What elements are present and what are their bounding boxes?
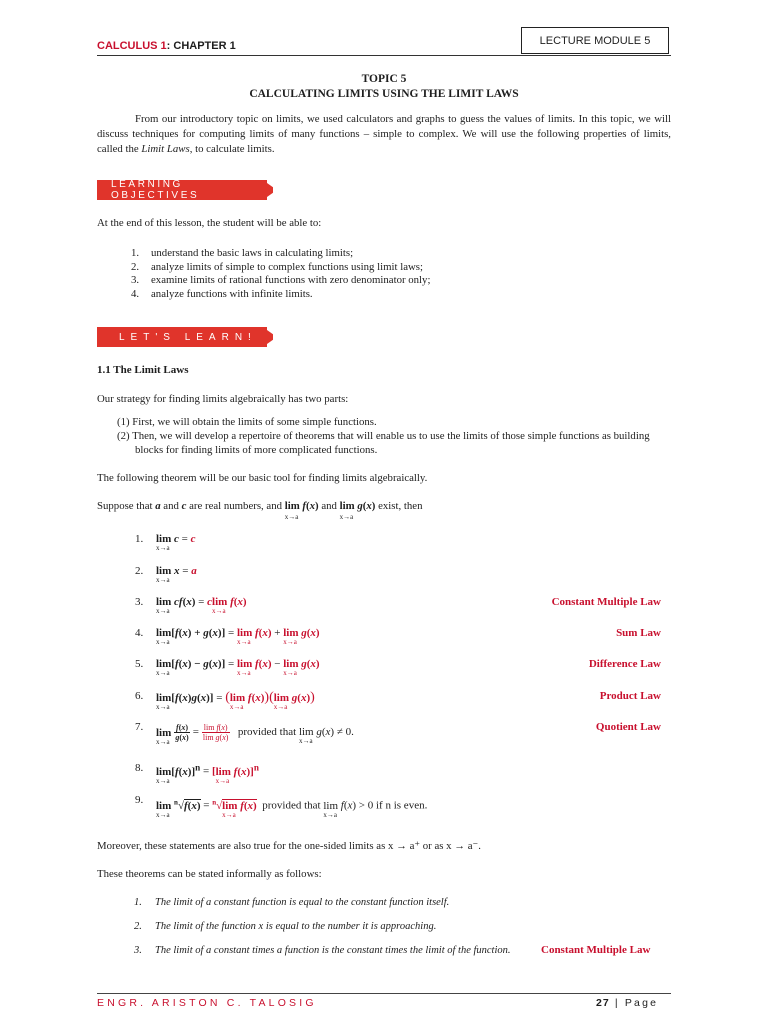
law-row: 8. lim x→a $[f(x)]^n = [\lim$ x→a f(x)]$^n$ <box>135 762 259 785</box>
course-title <box>97 40 236 52</box>
law-row: 7. lim x→a $\frac{f(x)}{g(x)}$ = $\frac{\text{lim f(x)}}{\text{lim g(x)}}$ provided that lim x→a g(x) ≠ 0. Quotient Law <box>135 721 661 746</box>
law-row: 2. lim x→a x = a <box>135 565 197 584</box>
intro-text-1: From our introductory topic on limits, we used calculators and graphs to guess the values of limits. In this topic, we will discuss techniques for computing limits of many functions – simple to complex. We will use the following properties of limits, called the <box>97 113 671 155</box>
objective-item: 4. analyze functions with infinite limits. <box>131 287 313 300</box>
objective-item: 2. analyze limits of simple to complex functions using limit laws; <box>131 260 423 273</box>
law-name: Product Law <box>599 690 661 702</box>
one-sided-note: Moreover, these statements are also true for the one-sided limits as x → a⁺ or as x → a⁻. <box>97 840 481 852</box>
page-number: 27 <box>596 997 610 1009</box>
footer-page <box>596 997 658 1009</box>
theorem-lead: The following theorem will be our basic tool for finding limits algebraically. <box>97 472 428 484</box>
intro-emphasis: Limit Laws <box>141 143 190 155</box>
lecture-module-box: LECTURE MODULE 5 <box>521 27 669 54</box>
informal-lead: These theorems can be stated informally as follows: <box>97 868 322 880</box>
suppose-line: Suppose that a and c are real numbers, and lim x→a f(x) and lim x→a g(x) exist, then <box>97 500 423 521</box>
course-suffix: : CHAPTER 1 <box>166 40 236 52</box>
intro-text-2: , to calculate limits. <box>189 143 275 155</box>
objective-item: 1. understand the basic laws in calculating limits; <box>131 247 354 259</box>
law-row: 4. lim x→a [f(x) + g(x)] = lim x→a f(x) + lim x→a g(x) Sum Law <box>135 627 661 646</box>
law-name: Constant Multiple Law <box>541 944 651 956</box>
objectives-lead: At the end of this lesson, the student will be able to: <box>97 217 322 229</box>
law-row: 1. lim x→a c = c <box>135 533 196 552</box>
course-prefix: CALCULUS 1 <box>97 40 167 52</box>
law-name: Constant Multiple Law <box>551 596 661 608</box>
law-name: Quotient Law <box>595 721 661 733</box>
law-row: 6. lim x→a [f(x)g(x)] = (lim x→a f(x))(lim x→a g(x)) Product Law <box>135 690 661 711</box>
objectives-list <box>131 247 430 301</box>
lets-learn-banner <box>97 327 267 347</box>
strategy-list <box>117 415 671 457</box>
informal-item: 2. The limit of the function x is equal to the number it is approaching. <box>134 921 437 932</box>
header-rule <box>97 55 671 56</box>
strategy-lead: Our strategy for finding limits algebraically has two parts: <box>97 393 349 405</box>
objective-item: 3. examine limits of rational functions with zero denominator only; <box>131 274 431 286</box>
topic-number: TOPIC 5 <box>361 73 407 85</box>
strategy-item: (2) Then, we will develop a repertoire of theorems that will enable us to use the limits of those simple functions as building blocks for finding limits of more complicated functions. <box>117 430 650 456</box>
learning-objectives-banner <box>97 180 267 200</box>
law-name: Sum Law <box>616 627 661 639</box>
law-row: 9. lim x→a $^n$√f(x) = $^n$√lim x→a f(x) provided that lim x→a f(x) > 0 if n is even. <box>135 794 428 819</box>
section-title: 1.1 The Limit Laws <box>97 364 189 376</box>
strategy-item: (1) First, we will obtain the limits of some simple functions. <box>117 416 377 428</box>
page-label: | Page <box>614 997 659 1009</box>
lets-learn-label: LET'S LEARN! <box>119 331 257 343</box>
law-row: 3. lim x→a cf(x) = clim x→a f(x) Constant Multiple Law <box>135 596 661 615</box>
footer-rule <box>97 993 671 994</box>
intro-paragraph <box>97 112 671 157</box>
informal-item: 1. The limit of a constant function is equal to the constant function itself. <box>134 897 450 908</box>
law-row: 5. lim x→a [f(x) − g(x)] = lim x→a f(x) − lim x→a g(x) Difference Law <box>135 658 661 677</box>
informal-item: 3. The limit of a constant times a function is the constant times the limit of the function. <box>134 945 511 956</box>
learning-objectives-label: LEARNING OBJECTIVES <box>111 179 200 201</box>
law-name: Difference Law <box>588 658 661 670</box>
footer-author: ENGR. ARISTON C. TALOSIG <box>97 997 317 1009</box>
topic-title: CALCULATING LIMITS USING THE LIMIT LAWS <box>249 88 519 100</box>
